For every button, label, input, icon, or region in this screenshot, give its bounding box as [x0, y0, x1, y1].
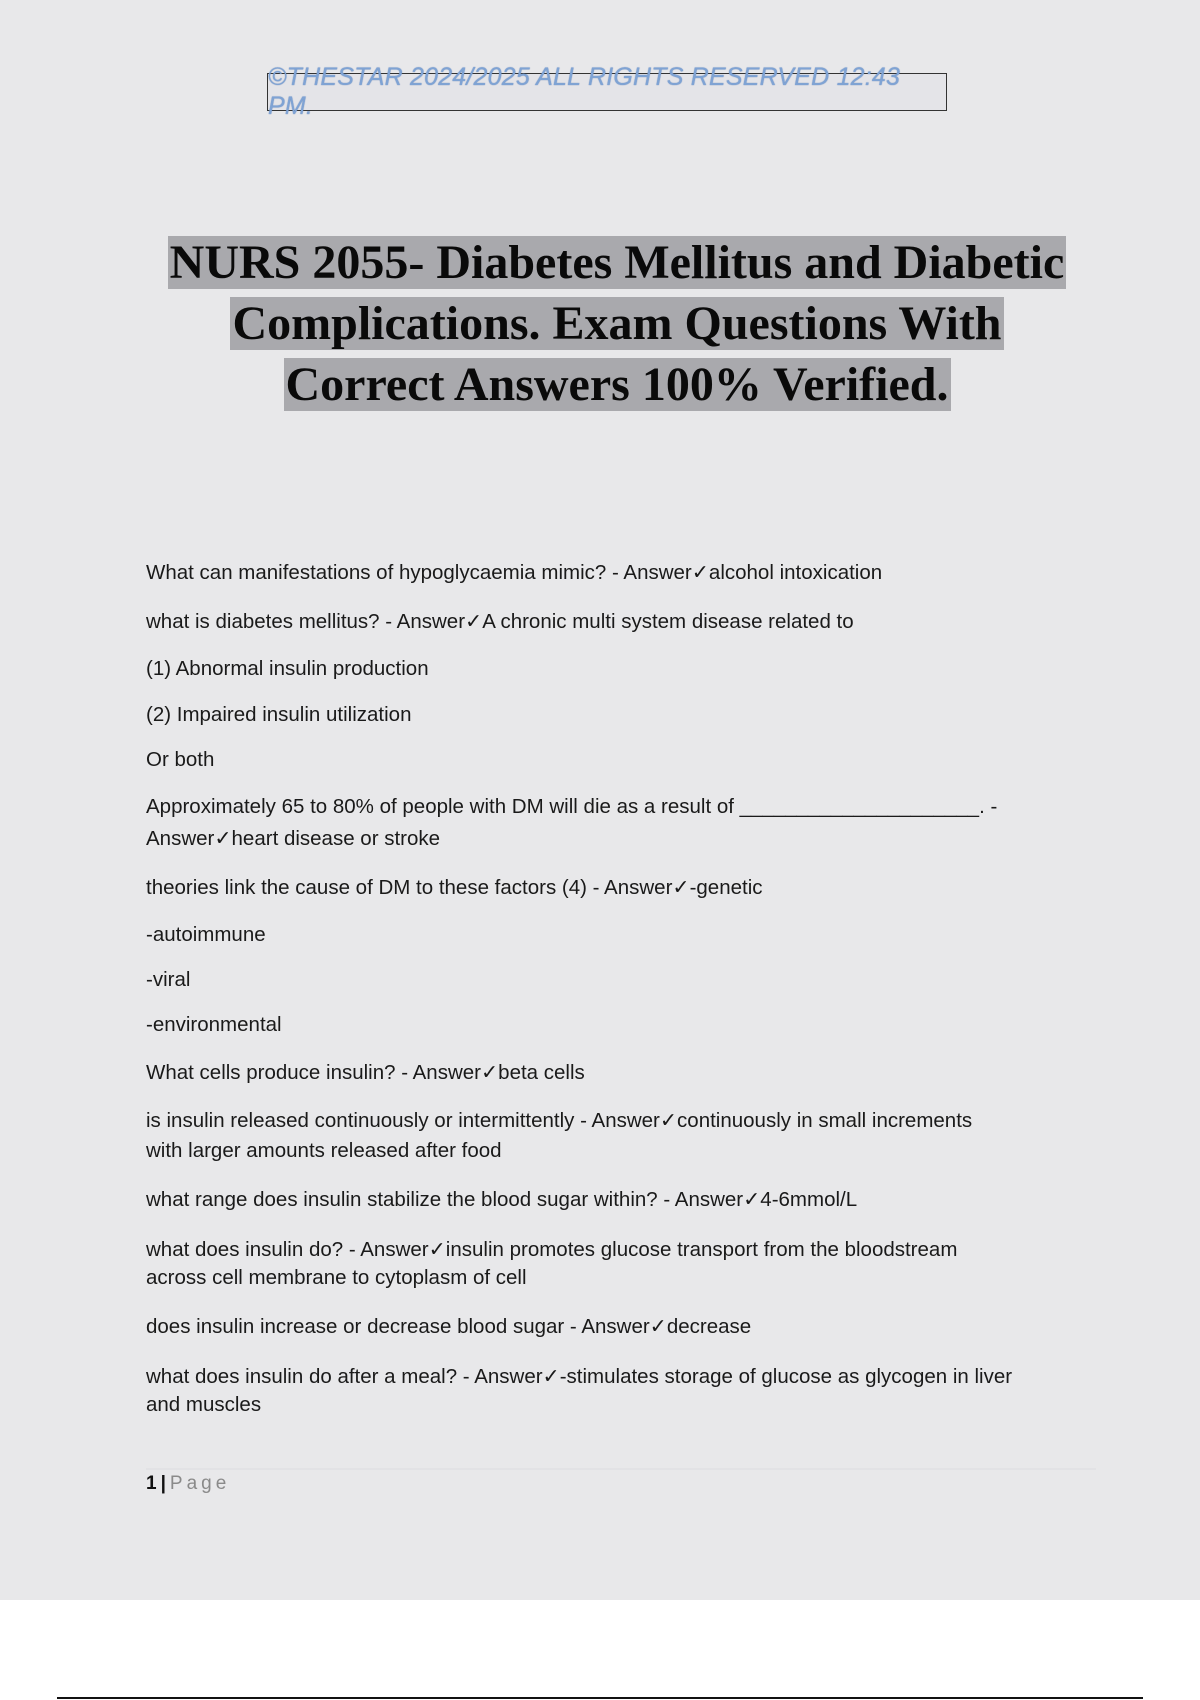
question-line: does insulin increase or decrease blood sugar - Answer✓decrease	[146, 1315, 752, 1338]
title-line: Complications. Exam Questions With	[232, 297, 1002, 350]
answer-line: -autoimmune	[146, 923, 266, 946]
answer-line: across cell membrane to cytoplasm of cell	[146, 1266, 527, 1289]
answer-line: Or both	[146, 748, 215, 771]
answer-line: Answer✓heart disease or stroke	[146, 827, 441, 850]
question-line: is insulin released continuously or intermittently - Answer✓continuously in small increments	[146, 1109, 973, 1132]
page-number: 1	[146, 1473, 157, 1494]
title-line: NURS 2055- Diabetes Mellitus and Diabetic	[169, 236, 1065, 289]
page-footer	[146, 1473, 230, 1495]
page-separator: |	[160, 1473, 166, 1494]
title-line: Correct Answers 100% Verified.	[285, 358, 949, 411]
page-label: Page	[169, 1473, 231, 1494]
answer-line: -viral	[146, 968, 191, 991]
copyright-text: ©THESTAR 2024/2025 ALL RIGHTS RESERVED 12:43 PM.	[268, 63, 901, 120]
question-line: What cells produce insulin? - Answer✓beta cells	[146, 1061, 585, 1084]
question-line: what does insulin do after a meal? - Answer✓-stimulates storage of glucose as glycogen in liver	[146, 1365, 1013, 1388]
bottom-divider	[57, 1697, 1143, 1699]
copyright-banner	[267, 63, 947, 120]
answer-line: (1) Abnormal insulin production	[146, 657, 429, 680]
answer-line: -environmental	[146, 1013, 282, 1036]
question-line: theories link the cause of DM to these factors (4) - Answer✓-genetic	[146, 876, 763, 899]
question-line: what does insulin do? - Answer✓insulin promotes glucose transport from the bloodstream	[146, 1238, 958, 1261]
question-line: Approximately 65 to 80% of people with DM will die as a result of _____________________. -	[146, 795, 998, 818]
footer-divider	[146, 1468, 1096, 1470]
question-line: What can manifestations of hypoglycaemia mimic? - Answer✓alcohol intoxication	[146, 561, 883, 584]
answer-line: with larger amounts released after food	[146, 1139, 502, 1162]
question-line: what range does insulin stabilize the blood sugar within? - Answer✓4-6mmol/L	[146, 1188, 858, 1211]
answer-line: and muscles	[146, 1393, 262, 1416]
question-line: what is diabetes mellitus? - Answer✓A chronic multi system disease related to	[146, 610, 854, 633]
document-title	[100, 232, 1134, 415]
answer-line: (2) Impaired insulin utilization	[146, 703, 412, 726]
